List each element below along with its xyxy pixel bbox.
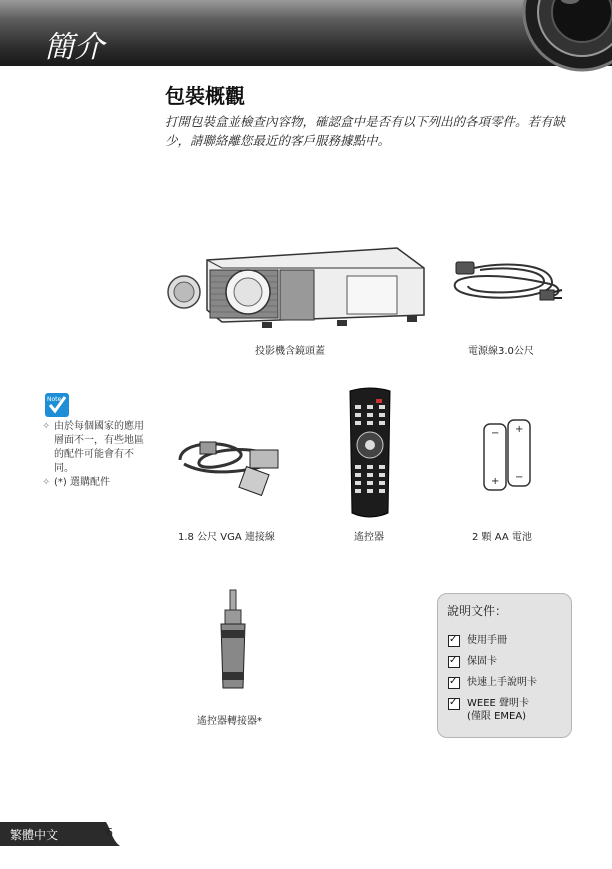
documents-title: 說明文件： <box>447 604 508 618</box>
remote-control-image <box>346 385 394 523</box>
svg-text:+: + <box>491 476 500 487</box>
documents-list <box>448 634 537 731</box>
document-label: 保固卡 <box>467 656 497 667</box>
header-title: 簡介 <box>44 30 104 65</box>
vga-cable-image <box>170 430 300 500</box>
document-label: 快速上手說明卡 <box>467 677 537 688</box>
document-item <box>448 697 537 723</box>
checked-box-icon <box>448 656 460 668</box>
projector-image <box>162 240 432 335</box>
svg-text:+: + <box>515 424 524 435</box>
note-list <box>42 420 152 490</box>
power-cord-caption: 電源線3.0公尺 <box>468 346 534 357</box>
document-sublabel: (僅限 EMEA) <box>467 711 527 722</box>
svg-text:−: − <box>515 472 524 483</box>
document-item <box>448 634 537 647</box>
document-item <box>448 676 537 689</box>
remote-control-caption: 遙控器 <box>354 532 384 543</box>
note-line <box>42 476 152 490</box>
diamond-bullet-icon: ✧ <box>42 477 51 488</box>
footer-language: 繁體中文 <box>10 828 59 842</box>
checked-box-icon <box>448 698 460 710</box>
batteries-caption: 2 顆 AA 電池 <box>472 532 532 543</box>
power-cord-image <box>440 252 570 312</box>
page-header <box>0 0 612 66</box>
svg-text:−: − <box>491 428 500 439</box>
remote-adapter-image <box>213 588 253 698</box>
note-icon-label: Note <box>47 396 62 403</box>
lens-graphic <box>522 0 612 72</box>
section-title: 包裝概觀 <box>165 84 245 108</box>
documents-box <box>437 593 572 738</box>
projector-caption: 投影機含鏡頭蓋 <box>255 346 325 357</box>
batteries-image <box>478 418 538 496</box>
note-text: 由於每個國家的應用層面不一，有些地區的配件可能會有不同。 <box>54 421 144 474</box>
checked-box-icon <box>448 635 460 647</box>
footer-language-tab <box>0 822 105 846</box>
document-label: 使用手冊 <box>467 635 507 646</box>
vga-cable-caption: 1.8 公尺 VGA 連接線 <box>178 532 275 543</box>
note-line <box>42 420 152 476</box>
intro-text: 打開包裝盒並檢查內容物，確認盒中是否有以下列出的各項零件。若有缺少，請聯絡離您最近的客戶服務據點中。 <box>165 114 566 148</box>
note-icon <box>44 392 70 418</box>
document-label: WEEE 聲明卡 <box>467 698 530 709</box>
checked-box-icon <box>448 677 460 689</box>
note-text: (*) 選購配件 <box>54 477 110 488</box>
diamond-bullet-icon: ✧ <box>42 421 51 432</box>
adapter-caption: 遙控器轉接器* <box>197 716 262 727</box>
page-number: 6 <box>106 826 113 839</box>
document-item <box>448 655 537 668</box>
